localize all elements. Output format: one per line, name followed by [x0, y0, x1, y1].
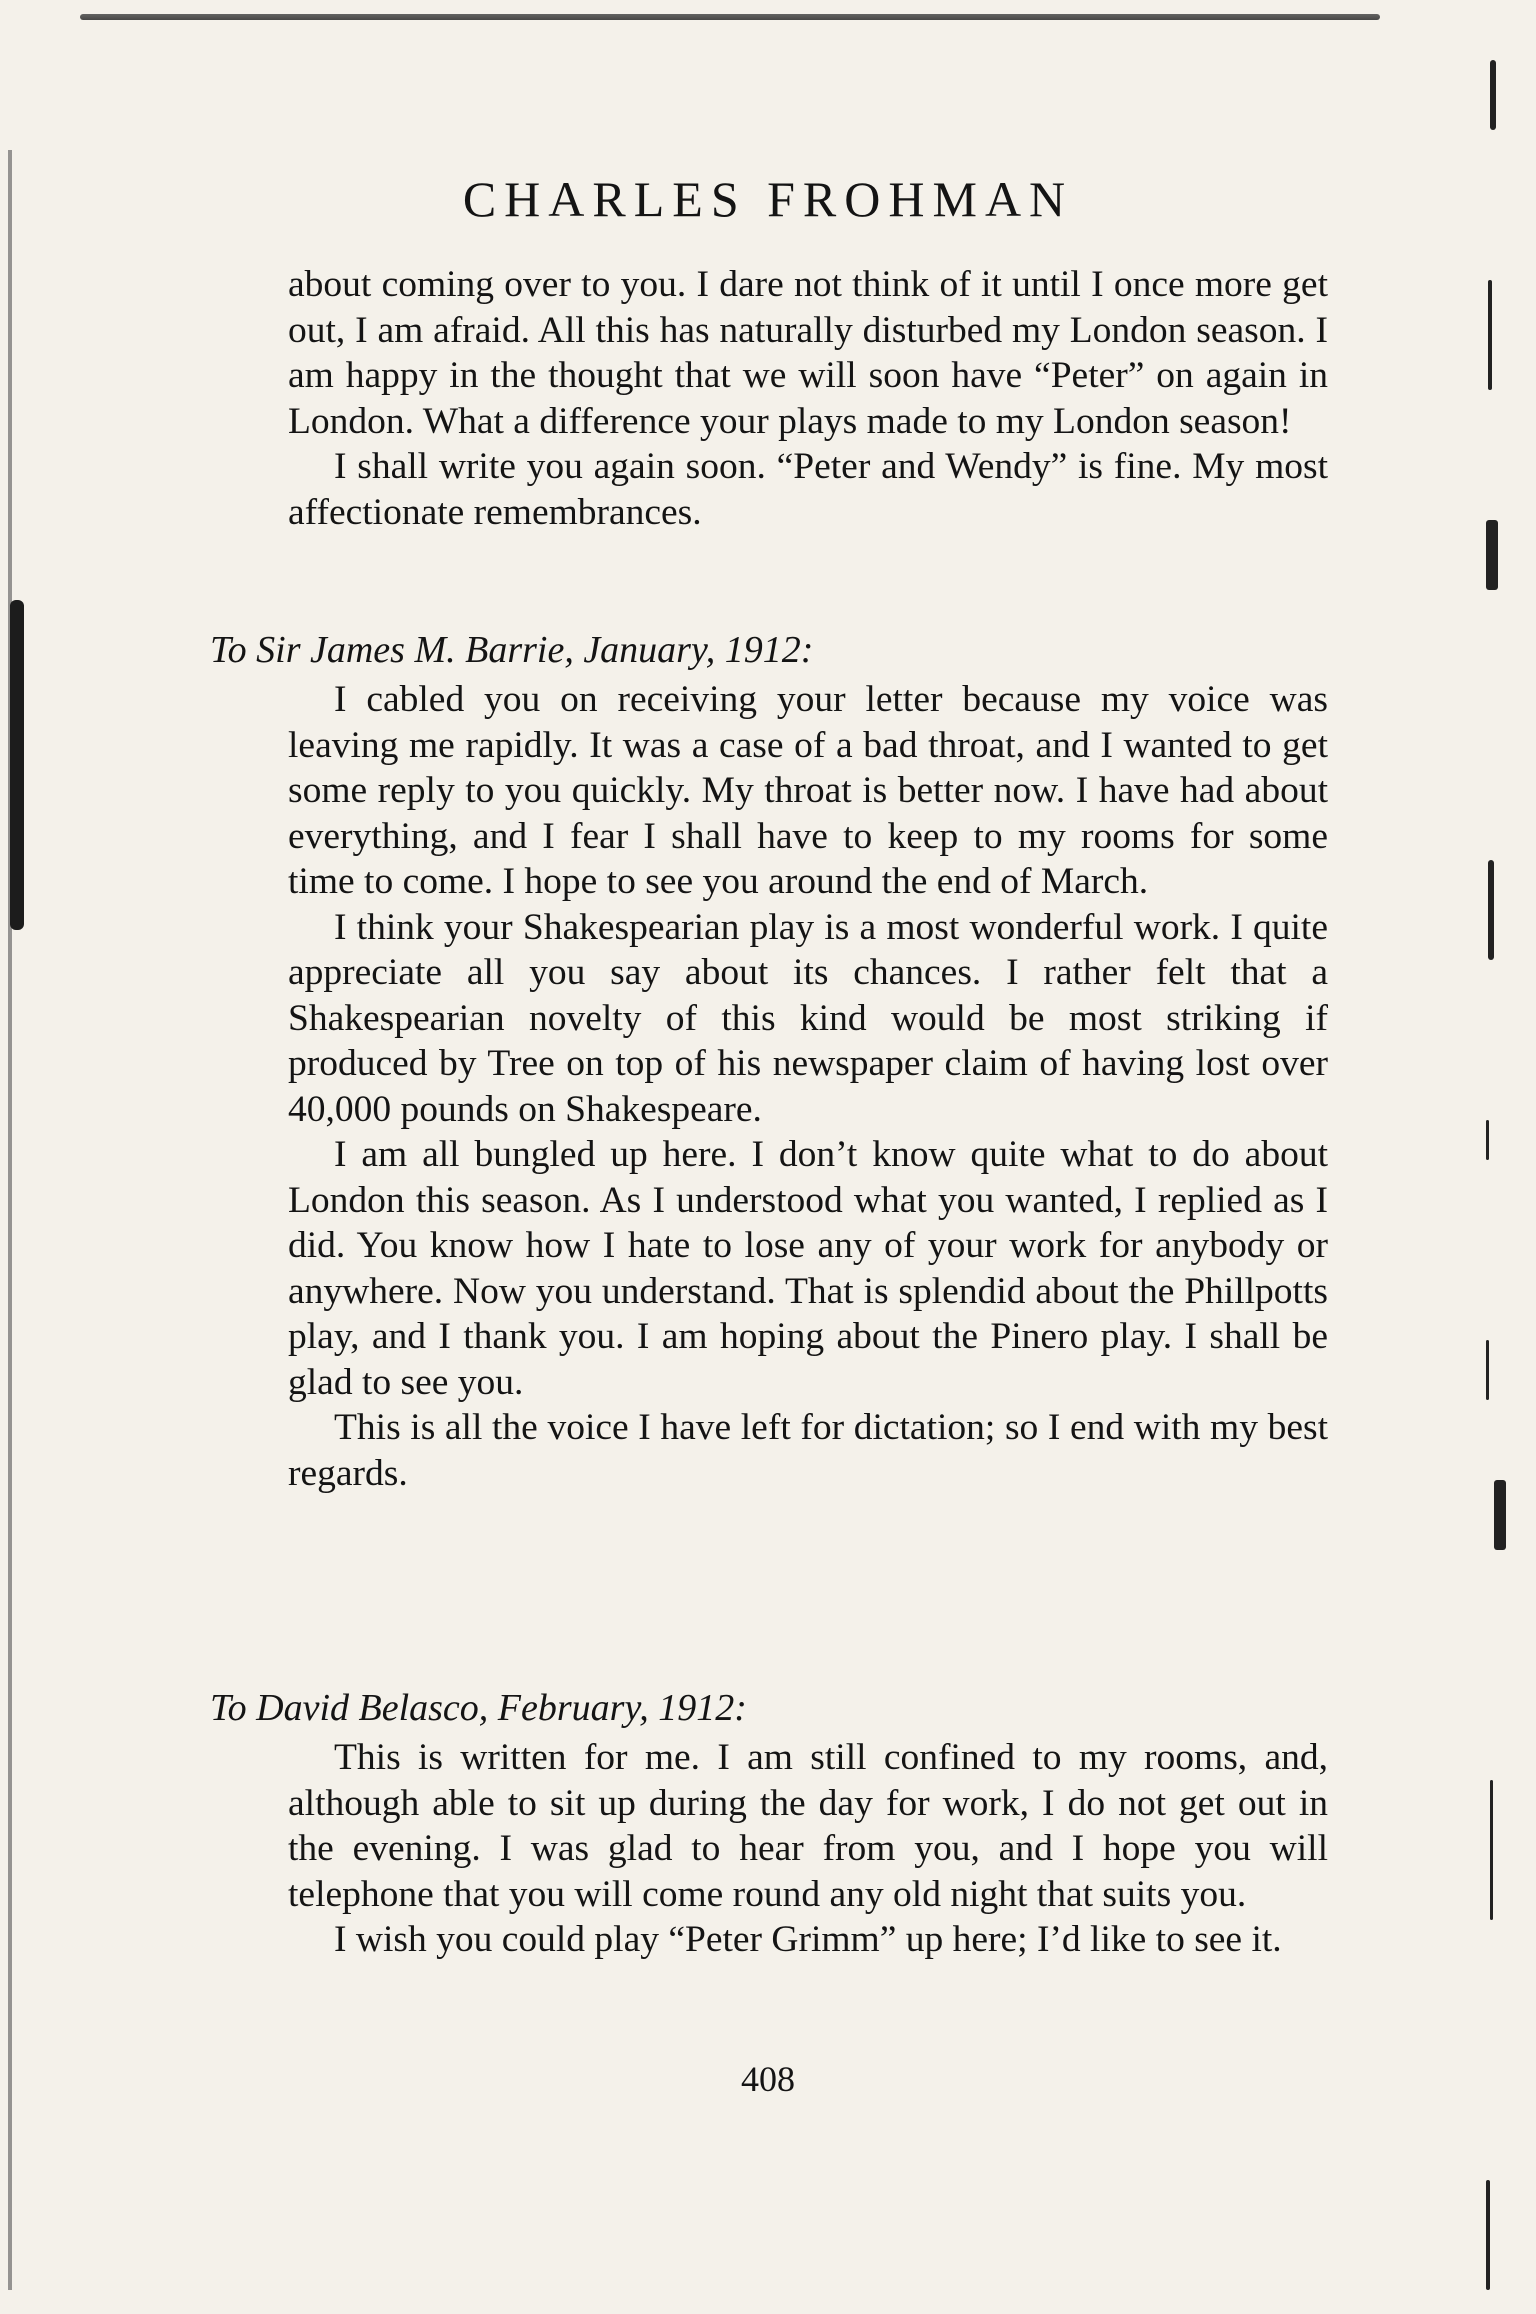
- running-head: CHARLES FROHMAN: [462, 171, 1074, 227]
- letter-heading-barrie: To Sir James M. Barrie, January, 1912:: [210, 629, 814, 671]
- paragraph: I wish you could play “Peter Grimm” up here; I’d like to see it.: [334, 1919, 1282, 1960]
- letter-continued-body: [288, 262, 1328, 535]
- page-number: 408: [741, 2059, 795, 2099]
- page-edge-left: [8, 150, 12, 2290]
- paragraph: I cabled you on receiving your letter because my voice was leaving me rapidly. It was a case of a bad throat, and I wanted to get some reply to you quickly. My throat is better now. I have had about everything, and I fear I shall have to keep to my rooms for some time to come. I hope to see you around the end of March.: [288, 679, 1328, 902]
- paragraph: I think your Shakespearian play is a most wonderful work. I quite appreciate all you say about its chances. I rather felt that a Shakespearian novelty of this kind would be most striking if produced by Tree on top of his newspaper claim of having lost over 40,000 pounds on Shakespeare.: [288, 906, 1328, 1130]
- letter-belasco-body: [288, 1735, 1328, 1963]
- letter-barrie-body: [288, 677, 1328, 1496]
- paragraph: I am all bungled up here. I don’t know quite what to do about London this season. As I understood what you wanted, I replied as I did. You know how I hate to lose any of your work for anybody or anywhere. Now you understand. That is splendid about the Phillpotts play, and I thank you. I am hoping about the Pinero play. I shall be glad to see you.: [288, 1134, 1328, 1403]
- paragraph: I shall write you again soon. “Peter and Wendy” is fine. My most affectionate remembrances.: [288, 446, 1328, 533]
- page-edge-right-marks: [1476, 0, 1536, 2314]
- paragraph: This is all the voice I have left for dictation; so I end with my best regards.: [288, 1407, 1328, 1494]
- paragraph: about coming over to you. I dare not think of it until I once more get out, I am afraid. All this has naturally disturbed my London season. I am happy in the thought that we will soon have “Peter” on again in London. What a difference your plays made to my London season!: [288, 264, 1328, 442]
- letter-heading-belasco: To David Belasco, February, 1912:: [210, 1687, 747, 1729]
- paragraph: This is written for me. I am still confined to my rooms, and, although able to sit up during the day for work, I do not get out in the evening. I was glad to hear from you, and I hope you will telephone that you will come round any old night that suits you.: [288, 1737, 1328, 1915]
- binding-shadow: [10, 600, 24, 930]
- top-rule: [80, 14, 1380, 20]
